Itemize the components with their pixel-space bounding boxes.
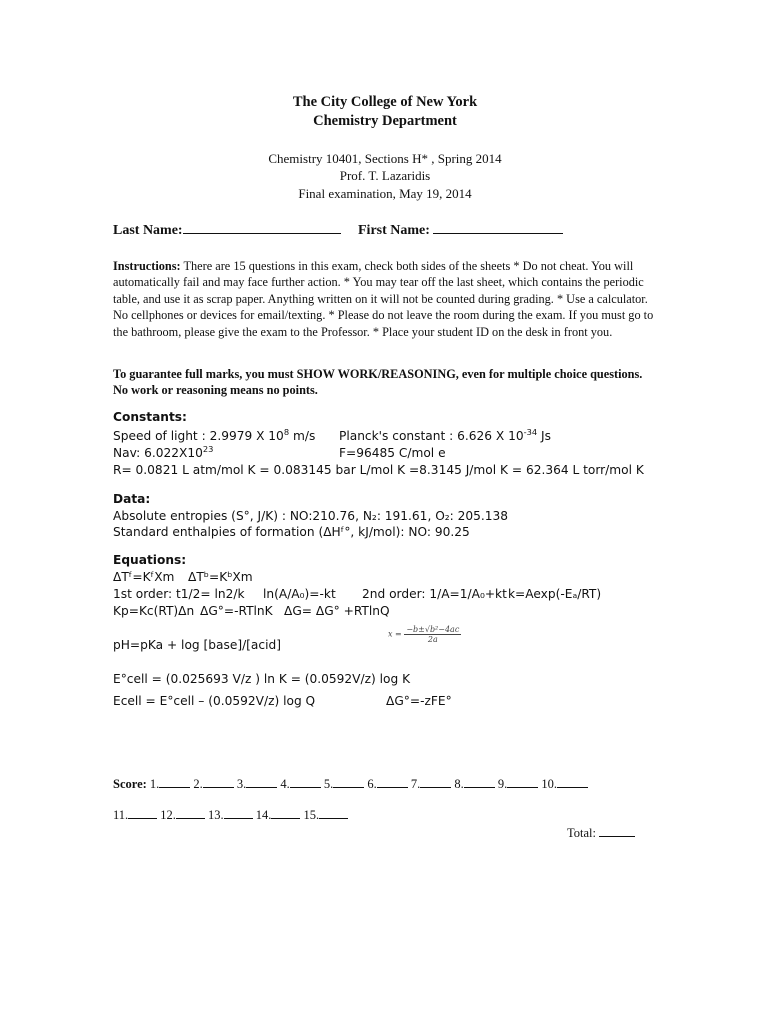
score-item-number: 2.: [193, 777, 203, 791]
score-blank[interactable]: [203, 776, 234, 788]
quadratic-formula: [388, 625, 461, 644]
course-title: Chemistry 10401, Sections H* , Spring 2014: [268, 151, 502, 166]
score-item-number: 9.: [497, 777, 508, 791]
score-item: [150, 777, 190, 791]
score-item-number: 3.: [236, 777, 247, 791]
equations-heading: Equations:: [113, 553, 187, 567]
first-order-eq: 1st order: t1/2= ln2/k: [113, 587, 245, 601]
quadratic-fraction: [404, 625, 461, 644]
department-name: Chemistry Department: [313, 113, 457, 129]
score-blank[interactable]: [420, 776, 451, 788]
last-name-blank[interactable]: [183, 222, 341, 234]
score-blank[interactable]: [159, 776, 190, 788]
last-name-label: Last Name:: [113, 223, 183, 238]
score-item: [160, 808, 205, 822]
score-blank[interactable]: [271, 807, 300, 819]
faraday-constant: F=96485 C/mol e: [339, 446, 446, 460]
score-item-number: 13.: [208, 808, 224, 822]
first-name-label: First Name:: [358, 223, 430, 238]
score-item: [256, 808, 301, 822]
instructions-label: Instructions:: [113, 259, 181, 273]
score-blank[interactable]: [224, 807, 253, 819]
score-blank[interactable]: [290, 776, 321, 788]
planck-unit: Js: [537, 429, 551, 443]
total-label: Total:: [567, 826, 596, 840]
score-blank[interactable]: [333, 776, 364, 788]
professor-name: Prof. T. Lazaridis: [339, 168, 431, 183]
score-blank[interactable]: [377, 776, 408, 788]
score-item: [237, 777, 277, 791]
gas-constant: R= 0.0821 L atm/mol K = 0.083145 bar L/mol K =8.3145 J/mol K = 62.364 L torr/mol K: [113, 463, 644, 477]
score-blank[interactable]: [557, 776, 588, 788]
score-blank[interactable]: [464, 776, 495, 788]
first-order-ln-eq: ln(A/A₀)=-kt: [263, 587, 336, 601]
college-name: The City College of New York: [292, 94, 478, 110]
score-label: Score:: [113, 777, 147, 791]
score-item-number: 7.: [410, 777, 421, 791]
score-blank[interactable]: [319, 807, 348, 819]
score-item: [113, 808, 157, 822]
standard-enthalpies: Standard enthalpies of formation (ΔHᶠ°, kJ/mol): NO: 90.25: [113, 525, 470, 539]
gibbs-fe-eq: ΔG°=-zFE°: [386, 694, 452, 708]
quadratic-lhs: x =: [388, 629, 402, 639]
absolute-entropies: Absolute entropies (S°, J/K) : NO:210.76, N₂: 191.61, O₂: 205.138: [113, 509, 509, 523]
score-item: [541, 777, 588, 791]
planck-constant: [339, 426, 551, 443]
nav-text: Nav: 6.022X10: [113, 446, 203, 460]
avogadro-number: [113, 443, 214, 460]
quadratic-denominator: 2a: [427, 635, 438, 644]
instructions-text: There are 15 questions in this exam, check both sides of the sheets * Do not cheat. You will automatically fail and may face further action. * You may tear off the last sheet, which contains the periodic table, and use it as scrap paper. Anything written on it will not be counted during grading. * Use a calculator. No cellphones or devices for email/texting. * Please do not leave the room during the exam. If you must go to the bathroom, please give the exam to the Professor. * Place your student ID on the desk in front you.: [113, 259, 654, 339]
gibbs-q-eq: ΔG= ΔG° +RTlnQ: [284, 604, 390, 618]
score-row-2: [113, 807, 348, 823]
score-blank[interactable]: [507, 776, 538, 788]
total-blank[interactable]: [599, 825, 635, 837]
score-row-2-items: [113, 808, 348, 822]
score-item-number: 5.: [323, 777, 334, 791]
speed-unit: m/s: [289, 429, 316, 443]
speed-of-light-text: Speed of light : 2.9979 X 10: [113, 429, 284, 443]
first-name-blank[interactable]: [433, 222, 563, 234]
ecell-k-eq: E°cell = (0.025693 V/z ) ln K = (0.0592V/z) log K: [113, 672, 411, 686]
score-item: [304, 808, 349, 822]
score-row-1: [113, 776, 588, 792]
score-blank[interactable]: [176, 807, 205, 819]
score-item: [280, 777, 320, 791]
score-item: [324, 777, 364, 791]
score-item: [411, 777, 451, 791]
planck-text: Planck's constant : 6.626 X 10: [339, 429, 524, 443]
constants-heading: Constants:: [113, 410, 187, 424]
score-item: [208, 808, 253, 822]
score-item-number: 8.: [454, 777, 464, 791]
score-blank[interactable]: [246, 776, 277, 788]
first-name-field[interactable]: [358, 222, 563, 239]
score-item-number: 1.: [149, 777, 160, 791]
score-item-number: 4.: [280, 777, 290, 791]
score-item-number: 15.: [303, 808, 320, 822]
data-heading: Data:: [113, 492, 151, 506]
kp-kc-eq: Kp=Kc(RT)Δn: [113, 604, 195, 618]
show-work-warning: To guarantee full marks, you must SHOW WORK/REASONING, even for multiple choice questions. No work or reasoning means no points.: [113, 367, 643, 398]
score-item-number: 6.: [367, 777, 377, 791]
score-item: [454, 777, 494, 791]
score-item-number: 10.: [541, 777, 558, 791]
quadratic-numerator: −b±√b²−4ac: [406, 625, 460, 634]
ecell-q-eq: Ecell = E°cell – (0.0592V/z) log Q: [113, 694, 316, 708]
score-item-number: 14.: [255, 808, 272, 822]
total-score: [567, 825, 635, 841]
score-item: [193, 777, 233, 791]
score-row-1-items: [150, 777, 588, 791]
score-item-number: 11.: [113, 808, 129, 822]
second-order-eq: 2nd order: 1/A=1/A₀+kt: [362, 587, 507, 601]
score-blank[interactable]: [128, 807, 157, 819]
ph-eq: pH=pKa + log [base]/[acid]: [113, 638, 281, 652]
boiling-point-eq: ΔTᵇ=KᵇXm: [188, 570, 253, 584]
nav-exponent: 23: [202, 443, 214, 454]
speed-of-light: [113, 426, 316, 443]
arrhenius-eq: k=Aexp(-Eₐ/RT): [508, 587, 602, 601]
score-item-number: 12.: [160, 808, 176, 822]
score-item: [367, 777, 407, 791]
speed-exponent: 8: [283, 426, 290, 437]
score-item: [498, 777, 538, 791]
instructions-block: [113, 258, 658, 340]
freezing-point-eq: ΔTᶠ=KᶠXm: [113, 570, 175, 584]
gibbs-k-eq: ΔG°=-RTlnK: [200, 604, 273, 618]
last-name-field[interactable]: [113, 222, 341, 239]
exam-title: Final examination, May 19, 2014: [298, 186, 472, 201]
planck-exponent: -34: [523, 426, 538, 437]
